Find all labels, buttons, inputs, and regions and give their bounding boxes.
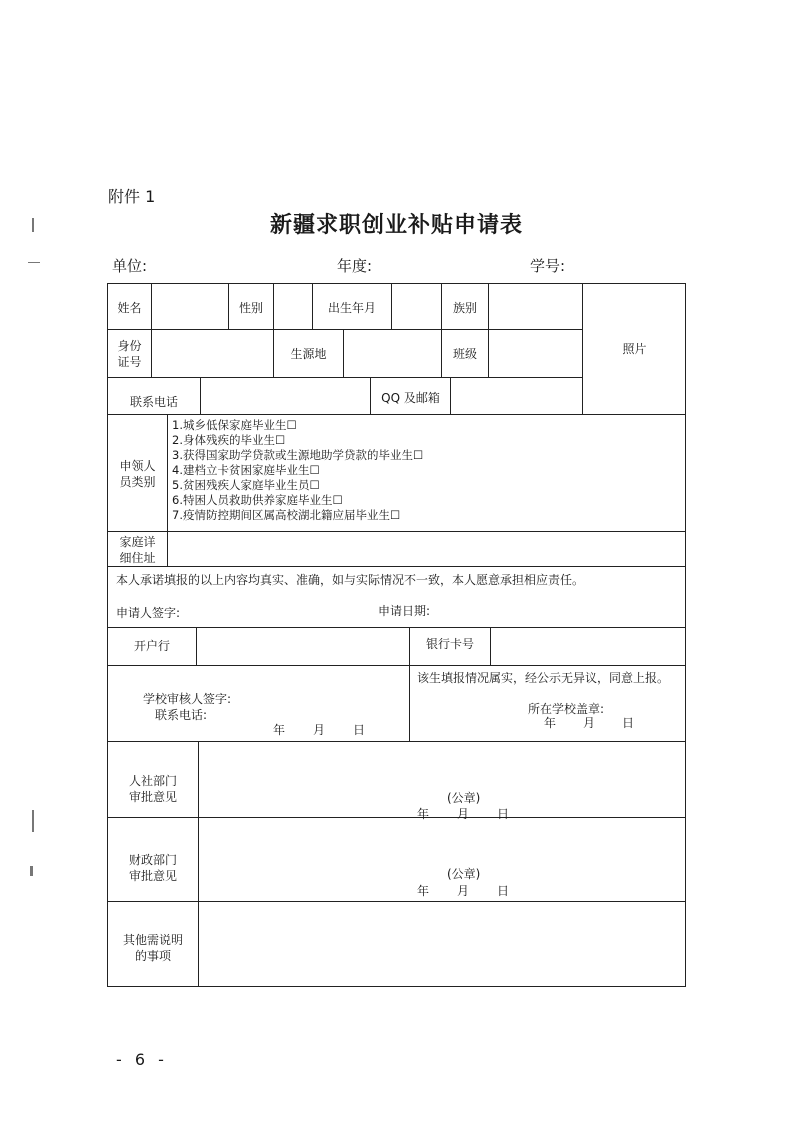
class-field[interactable] — [489, 330, 582, 377]
hr-date-year: 年 — [417, 807, 430, 821]
other-label-line2: 的事项 — [134, 949, 171, 963]
scan-mark — [32, 218, 34, 232]
name-field[interactable] — [152, 284, 228, 329]
hr-date-day: 日 — [497, 807, 510, 821]
school-seal-date-month: 月 — [583, 716, 596, 730]
school-date-month: 月 — [313, 723, 326, 737]
school-seal-date-year: 年 — [544, 716, 557, 730]
school-date-day: 日 — [353, 723, 366, 737]
attachment-label: 附件 1 — [108, 187, 156, 206]
category-option-5[interactable]: 5.贫困残疾人家庭毕业生员☐ — [172, 478, 320, 492]
bank-card-field[interactable] — [491, 628, 685, 665]
ethnicity-field[interactable] — [489, 284, 582, 329]
hr-seal: (公章) — [447, 791, 481, 805]
finance-approval-label — [108, 852, 198, 884]
category-option-2[interactable]: 2.身体残疾的毕业生☐ — [172, 433, 286, 447]
phone-field[interactable] — [201, 378, 370, 414]
bank-field[interactable] — [197, 628, 409, 665]
page-number: - 6 - — [116, 1050, 168, 1069]
address-label — [108, 534, 167, 566]
hr-date-month: 月 — [457, 807, 470, 821]
finance-label-line1: 财政部门 — [128, 853, 177, 867]
scan-mark — [30, 866, 33, 876]
scan-mark — [32, 810, 34, 832]
hr-label-line2: 审批意见 — [128, 790, 177, 804]
birth-label: 出生年月 — [327, 301, 376, 315]
bank-label: 开户行 — [133, 639, 170, 653]
finance-seal: (公章) — [447, 867, 481, 881]
ethnicity-label: 族别 — [452, 301, 477, 315]
category-label-line1: 申领人 — [119, 459, 156, 473]
student-no-label: 学号: — [530, 257, 566, 275]
scan-mark — [28, 262, 40, 263]
address-label-line1: 家庭详 — [119, 535, 156, 549]
hr-approval-label — [108, 773, 198, 805]
address-label-line2: 细住址 — [119, 551, 156, 565]
school-seal-label: 所在学校盖章: — [528, 702, 605, 716]
category-option-7[interactable]: 7.疫情防控期间区属高校湖北籍应届毕业生☐ — [172, 508, 401, 522]
address-field[interactable] — [168, 532, 685, 566]
birth-field[interactable] — [392, 284, 441, 329]
year-label: 年度: — [337, 257, 373, 275]
photo-label: 照片 — [622, 342, 647, 356]
hr-label-line1: 人社部门 — [128, 774, 177, 788]
school-statement: 该生填报情况属实，经公示无异议，同意上报。 — [417, 671, 670, 685]
finance-date-day: 日 — [497, 884, 510, 898]
school-seal-date-day: 日 — [622, 716, 635, 730]
phone-label: 联系电话 — [129, 395, 178, 409]
origin-field[interactable] — [344, 330, 441, 377]
category-option-1[interactable]: 1.城乡低保家庭毕业生☐ — [172, 418, 297, 432]
class-label: 班级 — [452, 347, 477, 361]
school-reviewer-label: 学校审核人签字: — [143, 692, 232, 706]
category-label-line2: 员类别 — [119, 475, 156, 489]
other-label-line1: 其他需说明 — [122, 933, 183, 947]
pledge-text: 本人承诺填报的以上内容均真实、准确，如与实际情况不一致，本人愿意承担相应责任。 — [116, 573, 585, 587]
finance-date-month: 月 — [457, 884, 470, 898]
category-label — [108, 458, 167, 490]
gender-field[interactable] — [274, 284, 312, 329]
category-option-4[interactable]: 4.建档立卡贫困家庭毕业生☐ — [172, 463, 320, 477]
qq-email-label: QQ 及邮箱 — [381, 391, 440, 405]
finance-label-line2: 审批意见 — [128, 869, 177, 883]
school-phone-label: 联系电话: — [155, 708, 208, 722]
hr-approval-field[interactable] — [199, 742, 685, 817]
id-number-field[interactable] — [152, 330, 273, 377]
other-notes-label — [108, 932, 198, 964]
id-number-label — [108, 338, 151, 370]
category-option-3[interactable]: 3.获得国家助学贷款或生源地助学贷款的毕业生☐ — [172, 448, 424, 462]
finance-date-year: 年 — [417, 884, 430, 898]
apply-date-label: 申请日期: — [378, 604, 431, 618]
form-title: 新疆求职创业补贴申请表 — [269, 212, 523, 238]
bank-card-label: 银行卡号 — [425, 637, 474, 651]
origin-label: 生源地 — [290, 347, 327, 361]
qq-email-field[interactable] — [451, 378, 582, 414]
unit-label: 单位: — [112, 257, 148, 275]
id-label-line1: 身份 — [117, 339, 142, 353]
applicant-sign-label: 申请人签字: — [116, 606, 181, 620]
category-option-6[interactable]: 6.特困人员救助供养家庭毕业生☐ — [172, 493, 343, 507]
school-date-year: 年 — [273, 723, 286, 737]
name-label: 姓名 — [117, 301, 142, 315]
other-notes-field[interactable] — [199, 902, 685, 986]
finance-approval-field[interactable] — [199, 818, 685, 901]
id-label-line2: 证号 — [117, 355, 142, 369]
photo-area[interactable] — [583, 284, 685, 414]
gender-label: 性别 — [238, 301, 263, 315]
